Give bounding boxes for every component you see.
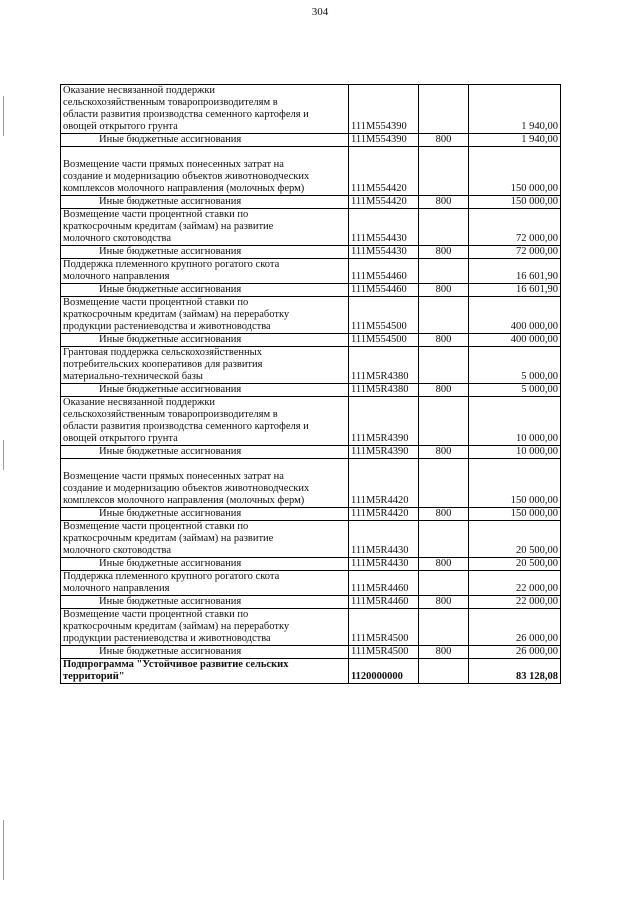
amount-cell: 1 940,00 bbox=[469, 85, 561, 134]
amount-cell: 26 000,00 bbox=[469, 609, 561, 646]
expense-type-cell: 800 bbox=[419, 196, 469, 209]
subprogram-row bbox=[61, 659, 561, 684]
expense-type-cell bbox=[419, 209, 469, 246]
measure-row bbox=[61, 609, 561, 646]
expense-type-cell: 800 bbox=[419, 558, 469, 571]
item-name-cell bbox=[61, 196, 349, 209]
item-name-text: Поддержка племенного крупного рогатого скота молочного направления bbox=[63, 571, 280, 594]
expense-type-cell: 800 bbox=[419, 334, 469, 347]
page-number: 304 bbox=[311, 6, 329, 18]
item-name-cell bbox=[61, 646, 349, 659]
amount-cell: 72 000,00 bbox=[469, 246, 561, 259]
target-code-cell: 111M554420 bbox=[349, 196, 419, 209]
item-name-text: Иные бюджетные ассигнования bbox=[99, 596, 242, 607]
measure-row bbox=[61, 147, 561, 196]
item-name-cell bbox=[61, 134, 349, 147]
expense-type-cell bbox=[419, 347, 469, 384]
target-code-cell: 111M5R4430 bbox=[349, 521, 419, 558]
item-name-text: Поддержка племенного крупного рогатого скота молочного направления bbox=[63, 259, 280, 282]
target-code-cell: 111M554430 bbox=[349, 246, 419, 259]
allocation-row bbox=[61, 384, 561, 397]
target-code-cell: 111M5R4420 bbox=[349, 508, 419, 521]
measure-row bbox=[61, 259, 561, 284]
amount-cell: 20 500,00 bbox=[469, 521, 561, 558]
item-name-text: Иные бюджетные ассигнования bbox=[99, 246, 242, 257]
item-name-cell bbox=[61, 259, 349, 284]
item-name-cell bbox=[61, 209, 349, 246]
target-code-cell: 111M554500 bbox=[349, 334, 419, 347]
item-name-text: Оказание несвязанной поддержки сельскохозяйственным товаропроизводителям в области развития производства семенного картофеля и овощей открытого грунта bbox=[63, 397, 309, 444]
item-name-cell bbox=[61, 147, 349, 196]
item-name-text: Иные бюджетные ассигнования bbox=[99, 646, 242, 657]
expense-type-cell: 800 bbox=[419, 246, 469, 259]
measure-row bbox=[61, 521, 561, 558]
expense-type-cell: 800 bbox=[419, 134, 469, 147]
amount-cell: 26 000,00 bbox=[469, 646, 561, 659]
item-name-text: Возмещение части процентной ставки по краткосрочным кредитам (займам) на развитие молочного скотоводства bbox=[63, 209, 274, 244]
expense-type-cell bbox=[419, 659, 469, 684]
amount-cell: 20 500,00 bbox=[469, 558, 561, 571]
item-name-cell bbox=[61, 459, 349, 508]
amount-cell: 83 128,08 bbox=[469, 659, 561, 684]
item-name-text: Возмещение части прямых понесенных затрат на создание и модернизацию объектов животноводческих комплексов молочного направления (молочных ферм) bbox=[63, 159, 310, 194]
allocation-row bbox=[61, 646, 561, 659]
expense-type-cell bbox=[419, 571, 469, 596]
target-code-cell: 1120000000 bbox=[349, 659, 419, 684]
measure-row bbox=[61, 459, 561, 508]
budget-table bbox=[60, 84, 561, 684]
expense-type-cell bbox=[419, 521, 469, 558]
amount-cell: 5 000,00 bbox=[469, 347, 561, 384]
measure-row bbox=[61, 297, 561, 334]
item-name-text: Возмещение части процентной ставки по краткосрочным кредитам (займам) на развитие молочного скотоводства bbox=[63, 521, 274, 556]
amount-cell: 72 000,00 bbox=[469, 209, 561, 246]
allocation-row bbox=[61, 558, 561, 571]
expense-type-cell bbox=[419, 297, 469, 334]
expense-type-cell: 800 bbox=[419, 446, 469, 459]
item-name-cell bbox=[61, 347, 349, 384]
target-code-cell: 111M554420 bbox=[349, 147, 419, 196]
amount-cell: 150 000,00 bbox=[469, 508, 561, 521]
item-name-text: Иные бюджетные ассигнования bbox=[99, 196, 242, 207]
item-name-cell bbox=[61, 397, 349, 446]
target-code-cell: 111M554500 bbox=[349, 297, 419, 334]
amount-cell: 150 000,00 bbox=[469, 459, 561, 508]
item-name-text: Подпрограмма "Устойчивое развитие сельских территорий" bbox=[63, 659, 289, 682]
target-code-cell: 111M5R4500 bbox=[349, 609, 419, 646]
allocation-row bbox=[61, 596, 561, 609]
target-code-cell: 111M5R4390 bbox=[349, 446, 419, 459]
amount-cell: 10 000,00 bbox=[469, 446, 561, 459]
item-name-text: Оказание несвязанной поддержки сельскохозяйственным товаропроизводителям в области развития производства семенного картофеля и овощей открытого грунта bbox=[63, 85, 309, 132]
target-code-cell: 111M554460 bbox=[349, 259, 419, 284]
measure-row bbox=[61, 397, 561, 446]
target-code-cell: 111M5R4390 bbox=[349, 397, 419, 446]
amount-cell: 16 601,90 bbox=[469, 259, 561, 284]
amount-cell: 400 000,00 bbox=[469, 297, 561, 334]
target-code-cell: 111M5R4460 bbox=[349, 571, 419, 596]
measure-row bbox=[61, 347, 561, 384]
item-name-cell bbox=[61, 571, 349, 596]
item-name-cell bbox=[61, 284, 349, 297]
amount-cell: 150 000,00 bbox=[469, 196, 561, 209]
item-name-text: Иные бюджетные ассигнования bbox=[99, 334, 242, 345]
margin-mark bbox=[3, 820, 4, 880]
amount-cell: 5 000,00 bbox=[469, 384, 561, 397]
amount-cell: 150 000,00 bbox=[469, 147, 561, 196]
measure-row bbox=[61, 209, 561, 246]
item-name-text: Возмещение части прямых понесенных затрат на создание и модернизацию объектов животноводческих комплексов молочного направления (молочных ферм) bbox=[63, 471, 310, 506]
target-code-cell: 111M5R4380 bbox=[349, 347, 419, 384]
allocation-row bbox=[61, 284, 561, 297]
item-name-text: Иные бюджетные ассигнования bbox=[99, 508, 242, 519]
target-code-cell: 111M554390 bbox=[349, 134, 419, 147]
expense-type-cell bbox=[419, 147, 469, 196]
margin-mark bbox=[3, 96, 4, 136]
item-name-cell bbox=[61, 508, 349, 521]
item-name-text: Иные бюджетные ассигнования bbox=[99, 558, 242, 569]
target-code-cell: 111M5R4430 bbox=[349, 558, 419, 571]
amount-cell: 10 000,00 bbox=[469, 397, 561, 446]
target-code-cell: 111M5R4420 bbox=[349, 459, 419, 508]
item-name-text: Иные бюджетные ассигнования bbox=[99, 446, 242, 457]
allocation-row bbox=[61, 334, 561, 347]
measure-row bbox=[61, 85, 561, 134]
measure-row bbox=[61, 571, 561, 596]
expense-type-cell: 800 bbox=[419, 646, 469, 659]
item-name-text: Возмещение части процентной ставки по краткосрочным кредитам (займам) на переработку продукции растениеводства и животноводства bbox=[63, 297, 290, 332]
allocation-row bbox=[61, 446, 561, 459]
expense-type-cell: 800 bbox=[419, 596, 469, 609]
item-name-cell bbox=[61, 297, 349, 334]
expense-type-cell bbox=[419, 397, 469, 446]
expense-type-cell bbox=[419, 85, 469, 134]
item-name-text: Грантовая поддержка сельскохозяйственных потребительских кооперативов для развития материально-технической базы bbox=[63, 347, 263, 382]
item-name-cell bbox=[61, 334, 349, 347]
expense-type-cell: 800 bbox=[419, 384, 469, 397]
item-name-cell bbox=[61, 609, 349, 646]
item-name-cell bbox=[61, 85, 349, 134]
target-code-cell: 111M554390 bbox=[349, 85, 419, 134]
allocation-row bbox=[61, 196, 561, 209]
expense-type-cell bbox=[419, 459, 469, 508]
target-code-cell: 111M5R4460 bbox=[349, 596, 419, 609]
item-name-cell bbox=[61, 521, 349, 558]
item-name-cell bbox=[61, 384, 349, 397]
allocation-row bbox=[61, 134, 561, 147]
item-name-text: Иные бюджетные ассигнования bbox=[99, 134, 242, 145]
item-name-text: Возмещение части процентной ставки по краткосрочным кредитам (займам) на переработку продукции растениеводства и животноводства bbox=[63, 609, 290, 644]
allocation-row bbox=[61, 246, 561, 259]
item-name-cell bbox=[61, 246, 349, 259]
item-name-cell bbox=[61, 446, 349, 459]
amount-cell: 22 000,00 bbox=[469, 596, 561, 609]
amount-cell: 400 000,00 bbox=[469, 334, 561, 347]
target-code-cell: 111M5R4380 bbox=[349, 384, 419, 397]
item-name-text: Иные бюджетные ассигнования bbox=[99, 284, 242, 295]
target-code-cell: 111M554460 bbox=[349, 284, 419, 297]
amount-cell: 16 601,90 bbox=[469, 284, 561, 297]
item-name-text: Иные бюджетные ассигнования bbox=[99, 384, 242, 395]
margin-mark bbox=[3, 440, 4, 470]
item-name-cell bbox=[61, 659, 349, 684]
budget-table-body bbox=[61, 85, 561, 684]
expense-type-cell: 800 bbox=[419, 508, 469, 521]
expense-type-cell: 800 bbox=[419, 284, 469, 297]
amount-cell: 1 940,00 bbox=[469, 134, 561, 147]
target-code-cell: 111M5R4500 bbox=[349, 646, 419, 659]
item-name-cell bbox=[61, 596, 349, 609]
allocation-row bbox=[61, 508, 561, 521]
amount-cell: 22 000,00 bbox=[469, 571, 561, 596]
item-name-cell bbox=[61, 558, 349, 571]
expense-type-cell bbox=[419, 259, 469, 284]
expense-type-cell bbox=[419, 609, 469, 646]
target-code-cell: 111M554430 bbox=[349, 209, 419, 246]
